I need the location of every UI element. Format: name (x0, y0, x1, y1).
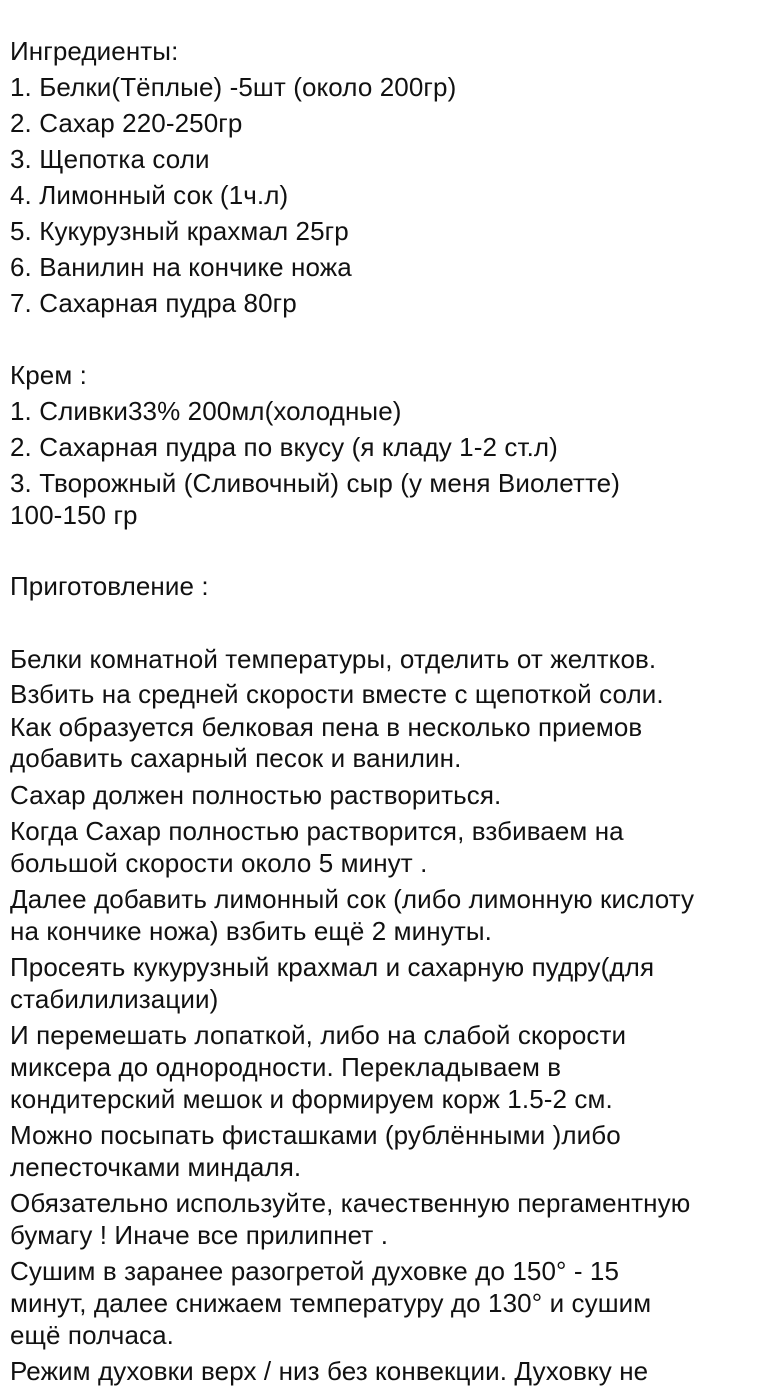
cream-item-3-continued: 100-150 гр (10, 500, 138, 530)
preparation-line: Сушим в заранее разогретой духовке до 150° - 15 (10, 1256, 620, 1286)
preparation-line: Когда Сахар полностью растворится, взбиваем на (10, 816, 624, 846)
ingredient-item-6: 6. Ванилин на кончике ножа (10, 252, 352, 282)
cream-title: Крем : (10, 360, 87, 390)
preparation-line: Как образуется белковая пена в несколько приемов (10, 712, 643, 742)
ingredient-item-3: 3. Щепотка соли (10, 144, 210, 174)
ingredient-item-4: 4. Лимонный сок (1ч.л) (10, 180, 289, 210)
preparation-line: Далее добавить лимонный сок (либо лимонную кислоту (10, 884, 695, 914)
preparation-title: Приготовление : (10, 571, 209, 601)
preparation-line: ещё полчаса. (10, 1320, 174, 1350)
ingredient-item-5: 5. Кукурузный крахмал 25гр (10, 216, 349, 246)
ingredient-item-1: 1. Белки(Тёплые) -5шт (около 200гр) (10, 72, 457, 102)
preparation-line: Взбить на средней скорости вместе с щепоткой соли. (10, 679, 664, 709)
preparation-line: Можно посыпать фисташками (рублёнными )либо (10, 1120, 621, 1150)
ingredient-item-7: 7. Сахарная пудра 80гр (10, 288, 297, 318)
preparation-line: Просеять кукурузный крахмал и сахарную пудру(для (10, 952, 655, 982)
preparation-line: на кончике ножа) взбить ещё 2 минуты. (10, 916, 492, 946)
preparation-line: Сахар должен полностью раствориться. (10, 780, 502, 810)
preparation-line: бумагу ! Иначе все прилипнет . (10, 1220, 389, 1250)
preparation-line: лепесточками миндаля. (10, 1152, 302, 1182)
ingredient-item-2: 2. Сахар 220-250гр (10, 108, 243, 138)
preparation-line: добавить сахарный песок и ванилин. (10, 743, 462, 773)
preparation-line: большой скорости около 5 минут . (10, 848, 428, 878)
cream-item-2: 2. Сахарная пудра по вкусу (я кладу 1-2 ст.л) (10, 432, 558, 462)
preparation-line: минут, далее снижаем температуру до 130° и сушим (10, 1288, 652, 1318)
preparation-line: стабилилизации) (10, 984, 219, 1014)
preparation-line: И перемешать лопаткой, либо на слабой скорости (10, 1020, 627, 1050)
preparation-line: Белки комнатной температуры, отделить от желтков. (10, 644, 657, 674)
preparation-line: миксера до однородности. Перекладываем в (10, 1052, 562, 1082)
preparation-line: Режим духовки верх / низ без конвекции. Духовку не (10, 1356, 649, 1386)
cream-item-1: 1. Сливки33% 200мл(холодные) (10, 396, 402, 426)
preparation-line: кондитерский мешок и формируем корж 1.5-2 см. (10, 1084, 613, 1114)
preparation-line: Обязательно используйте, качественную пергаментную (10, 1188, 691, 1218)
cream-item-3: 3. Творожный (Сливочный) сыр (у меня Виолетте) (10, 468, 620, 498)
ingredients-title: Ингредиенты: (10, 36, 179, 66)
